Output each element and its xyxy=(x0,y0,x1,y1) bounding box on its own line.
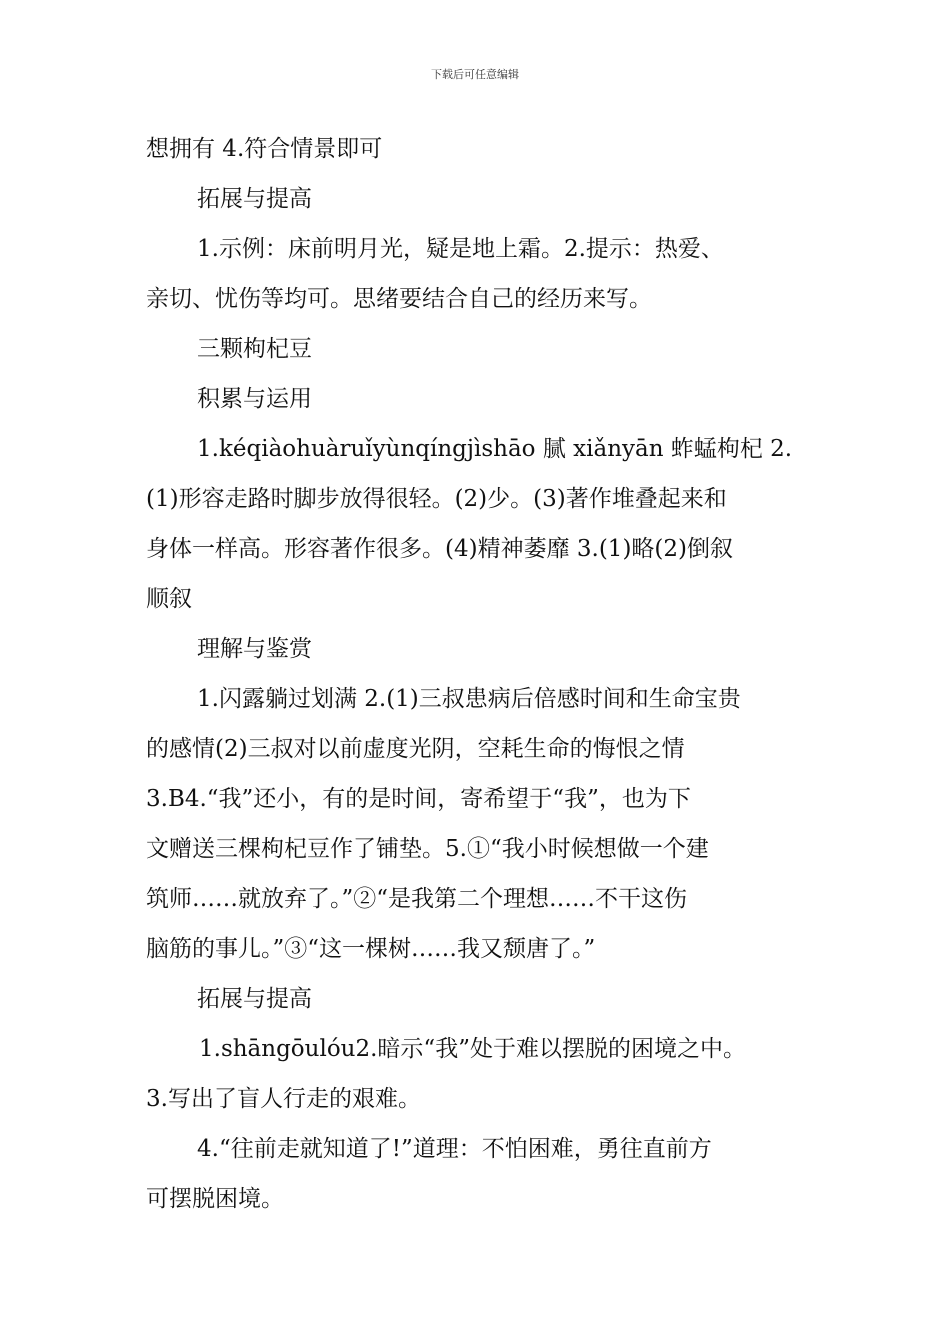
text-line: 身体一样高。形容著作很多。(4)精神萎靡 3.(1)略(2)倒叙 xyxy=(146,536,733,562)
document-body xyxy=(146,124,811,1224)
article-title: 三颗枸杞豆 xyxy=(197,336,312,362)
section-heading-expand: 拓展与提高 xyxy=(197,986,312,1012)
text-line: 1.shāngōulóu2.暗示“我”处于难以摆脱的困境之中。 xyxy=(199,1036,746,1062)
text-line: (1)形容走路时脚步放得很轻。(2)少。(3)著作堆叠起来和 xyxy=(146,486,727,512)
text-line: 筑师……就放弃了。”②“是我第二个理想……不干这伤 xyxy=(146,886,688,912)
text-line: 4.“往前走就知道了!”道理：不怕困难，勇往直前方 xyxy=(197,1136,712,1162)
text-line: 3.B4.“我”还小，有的是时间，寄希望于“我”，也为下 xyxy=(146,786,691,812)
text-line: 的感情(2)三叔对以前虚度光阴，空耗生命的悔恨之情 xyxy=(146,736,685,762)
text-line: 想拥有 4.符合情景即可 xyxy=(146,136,383,162)
text-line: 顺叙 xyxy=(146,586,192,612)
section-heading-expand: 拓展与提高 xyxy=(197,186,312,212)
section-heading-understand: 理解与鉴赏 xyxy=(197,636,312,662)
text-line: 1.kéqiàohuàruǐyùnqíngjìshāo 腻 xiǎnyān 蚱蜢枸杞 2. xyxy=(197,436,793,462)
text-line: 1.示例：床前明月光，疑是地上霜。2.提示：热爱、 xyxy=(197,236,724,262)
text-line: 1.闪露躺过划满 2.(1)三叔患病后倍感时间和生命宝贵 xyxy=(197,686,741,712)
text-line: 3.写出了盲人行走的艰难。 xyxy=(146,1086,421,1112)
text-line: 亲切、忧伤等均可。思绪要结合自己的经历来写。 xyxy=(146,286,652,312)
text-line: 文赠送三棵枸杞豆作了铺垫。5.①“我小时候想做一个建 xyxy=(146,836,709,862)
text-line: 脑筋的事儿。”③“这一棵树……我又颓唐了。” xyxy=(146,936,596,962)
section-heading-accumulate: 积累与运用 xyxy=(197,386,312,412)
text-line: 可摆脱困境。 xyxy=(146,1186,284,1212)
page-header: 下载后可任意编辑 xyxy=(431,68,519,81)
